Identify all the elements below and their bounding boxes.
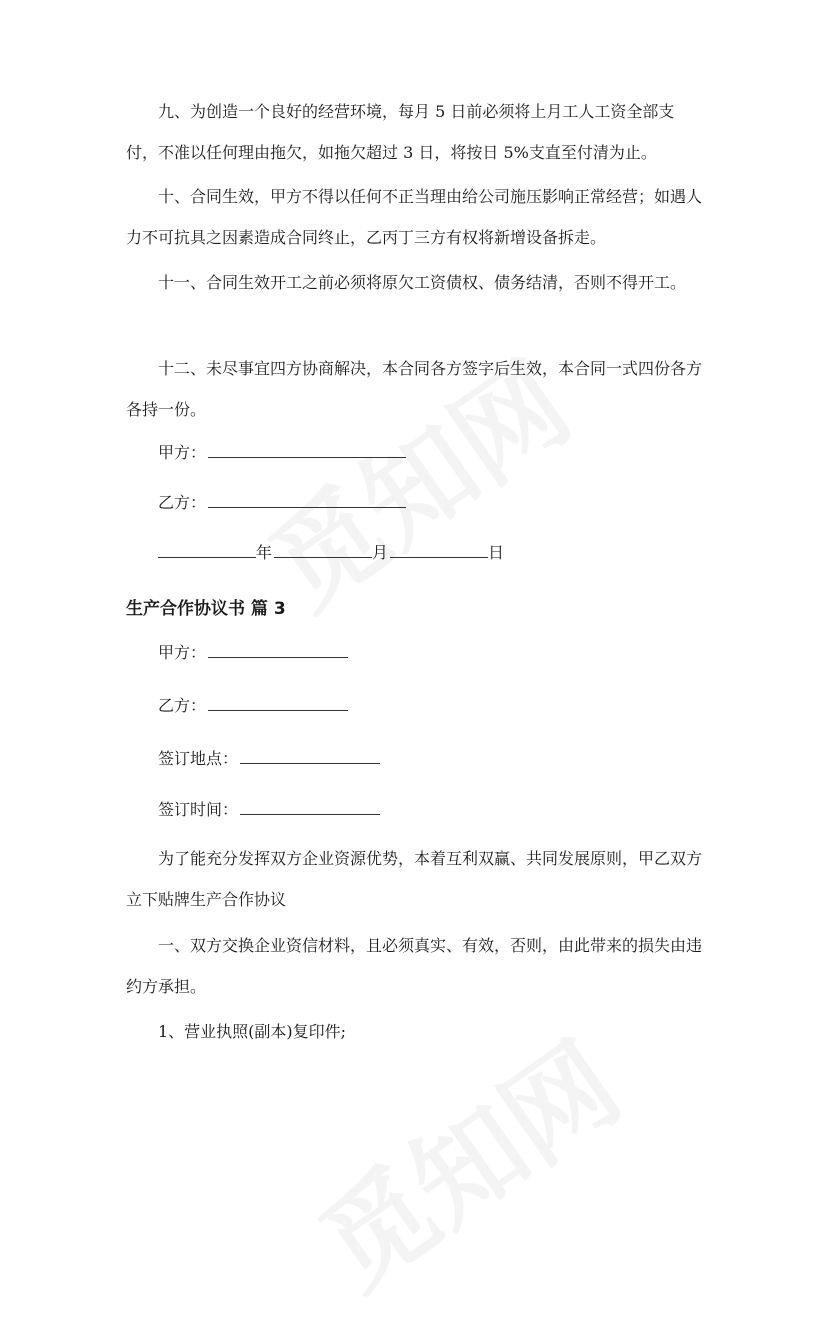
party-b-label: 乙方： — [158, 493, 207, 512]
month-blank[interactable] — [274, 541, 372, 558]
party-b-blank[interactable] — [208, 491, 406, 508]
clause-11: 十一、合同生效开工之前必须将原欠工资债权、债务结清，否则不得开工。 — [158, 273, 687, 292]
day-blank[interactable] — [390, 541, 488, 558]
signature-party-a — [158, 441, 406, 465]
month-label: 月 — [372, 543, 389, 562]
clause-9: 九、为创造一个良好的经营环境，每月 5 日前必须将上月工人工资全部支付，不准以任何理由拖欠，如拖欠超过 3 日，将按日 5%支直至付清为止。 — [126, 102, 675, 162]
section3-party-a-label: 甲方： — [158, 643, 207, 662]
section-heading: 生产合作协议书 篇 3 — [126, 599, 286, 619]
sign-time-blank[interactable] — [240, 798, 380, 815]
sign-time-label: 签订时间： — [158, 800, 239, 819]
signature-date — [158, 541, 504, 565]
signature-party-b — [158, 491, 406, 515]
item-1: 1、营业执照(副本)复印件; — [158, 1022, 347, 1041]
watermark-text-bottom — [298, 1019, 642, 1313]
section3-party-b-label: 乙方： — [158, 696, 207, 715]
clause-10: 十、合同生效，甲方不得以任何不正当理由给公司施压影响正常经营；如遇人力不可抗具之因素造成合同终止，乙丙丁三方有权将新增设备拆走。 — [126, 187, 703, 247]
sign-place-blank[interactable] — [240, 747, 380, 764]
party-a-blank[interactable] — [208, 441, 406, 458]
year-label: 年 — [256, 543, 273, 562]
party-a-label: 甲方： — [158, 443, 207, 462]
sign-place — [158, 747, 380, 771]
day-label: 日 — [488, 543, 505, 562]
clause-12: 十二、未尽事宜四方协商解决，本合同各方签字后生效，本合同一式四份各方各持一份。 — [126, 359, 703, 419]
section3-party-b — [158, 694, 348, 718]
intro-paragraph: 为了能充分发挥双方企业资源优势，本着互利双赢、共同发展原则，甲乙双方立下贴牌生产合作协议 — [126, 849, 703, 909]
sign-place-label: 签订地点： — [158, 749, 239, 768]
section3-party-b-blank[interactable] — [208, 694, 348, 711]
year-blank[interactable] — [158, 541, 256, 558]
section3-party-a — [158, 641, 348, 665]
clause-1: 一、双方交换企业资信材料，且必须真实、有效，否则，由此带来的损失由违约方承担。 — [126, 936, 703, 996]
section3-party-a-blank[interactable] — [208, 641, 348, 658]
sign-time — [158, 798, 380, 822]
